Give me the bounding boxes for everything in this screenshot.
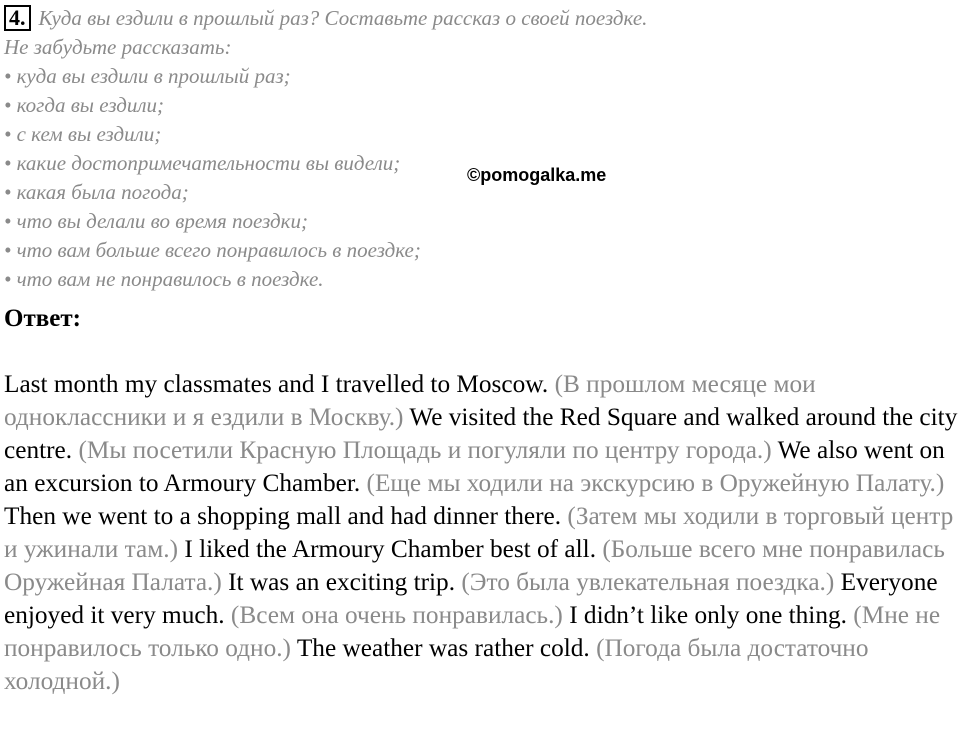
task-bullet: • с кем вы ездили; — [4, 122, 162, 146]
watermark: ©pomogalka.me — [467, 165, 607, 185]
task-prompt: Куда вы ездили в прошлый раз? Составьте рассказ о своей поездке. — [38, 6, 648, 30]
answer-sentence-ru: (Погода была достаточно холодной.) — [4, 634, 869, 695]
answer-sentence-en: It was an exciting trip. — [228, 568, 456, 596]
answer-sentence-ru: (Еще мы ходили на экскурсию в Оружейную Палату.) — [366, 469, 945, 497]
task-bullet: • какие достопримечательности вы видели; — [4, 151, 401, 175]
answer-sentence-en: I didn’t like only one thing. — [569, 601, 847, 629]
task-reminder: Не забудьте рассказать: — [4, 35, 232, 59]
answer-sentence-en: Then we went to a shopping mall and had dinner there. — [4, 502, 562, 530]
task-bullet: • что вы делали во время поездки; — [4, 209, 308, 233]
answer-sentence-en: Everyone enjoyed it very much. — [4, 568, 938, 629]
answer-sentence-ru: (Больше всего мне понравилась Оружейная Палата.) — [4, 535, 945, 596]
answer-sentence-ru: (Это была увлекательная поездка.) — [461, 568, 835, 596]
answer-sentence-en: We also went on an excursion to Armoury Chamber. — [4, 436, 945, 497]
task-bullet: • какая была погода; — [4, 180, 189, 204]
answer-sentence-ru: (В прошлом месяце мои одноклассники и я ездили в Москву.) — [4, 370, 816, 431]
task-bullet: • что вам больше всего понравилось в поездке; — [4, 238, 421, 262]
answer-sentence-en: We visited the Red Square and walked around the city centre. — [4, 403, 958, 464]
answer-sentence-ru: (Мне не понравилось только одно.) — [4, 601, 941, 662]
task-block — [4, 4, 944, 294]
task-bullet: • что вам не понравилось в поездке. — [4, 267, 324, 291]
task-number: 4. — [4, 5, 31, 31]
answer-sentence-ru: (Мы посетили Красную Площадь и погуляли по центру города.) — [78, 436, 772, 464]
answer-sentence-en: Last month my classmates and I travelled to Moscow. — [4, 370, 549, 398]
task-bullet: • куда вы ездили в прошлый раз; — [4, 64, 291, 88]
answer-label: Ответ: — [4, 305, 81, 332]
answer-sentence-en: The weather was rather cold. — [296, 634, 590, 662]
answer-sentence-en: I liked the Armoury Chamber best of all. — [184, 535, 597, 563]
answer-sentence-ru: (Всем она очень понравилась.) — [230, 601, 563, 629]
task-bullet: • когда вы ездили; — [4, 93, 165, 117]
answer-sentence-ru: (Затем мы ходили в торговый центр и ужинали там.) — [4, 502, 954, 563]
task-prompt-line — [4, 4, 944, 33]
answer-paragraph — [4, 368, 959, 698]
